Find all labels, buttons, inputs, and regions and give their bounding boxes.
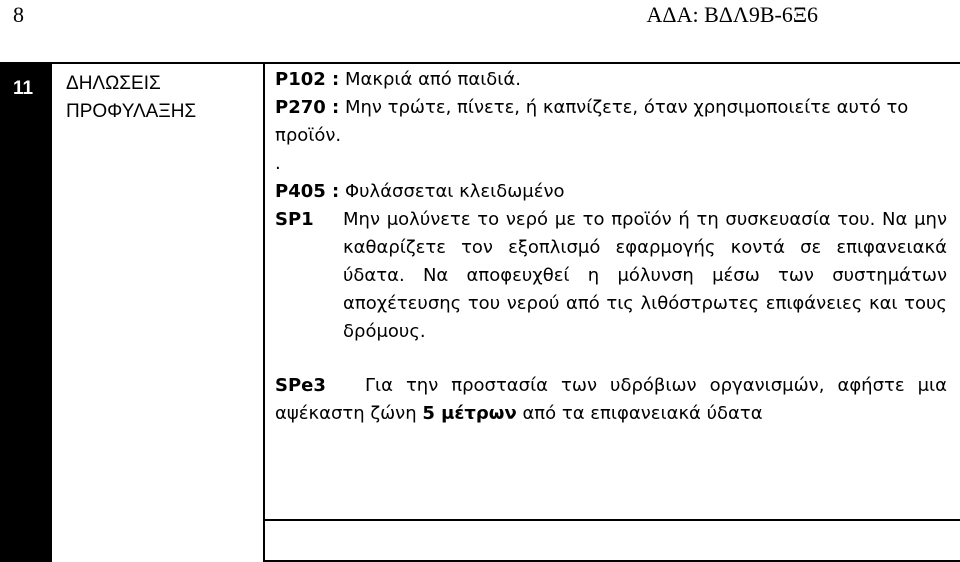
- statement-code: P405 :: [275, 181, 340, 202]
- page-number: 8: [13, 2, 24, 27]
- column-divider: [263, 62, 265, 562]
- separator-dot: .: [275, 153, 281, 174]
- statement-text: Μην μολύνετε το νερό με το προϊόν ή τη συσκευασία του. Να μην καθαρίζετε τον εξοπλισμό εφαρμογής κοντά σε επιφανειακά ύδατα. Να αποφευχθεί η μόλυνση μέσω των συστημάτων αποχέτευσης του νερού από τις λιθόστρωτες επιφάνειες και τους δρόμους.: [343, 209, 947, 342]
- precaution-statements: [275, 66, 947, 428]
- statement-code: P102 :: [275, 69, 340, 90]
- buffer-zone-distance: 5 μέτρων: [422, 403, 517, 424]
- statement-p405: [275, 178, 947, 206]
- section-number-cell: [0, 62, 52, 562]
- statement-text: Για την προστασία των υδρόβιων οργανισμών, αφήστε μια αψέκαστη ζώνη: [275, 375, 947, 424]
- table-top-border: [0, 62, 960, 64]
- statement-code: P270 :: [275, 97, 340, 118]
- section-title-line2: ΠΡΟΦΥΛΑΞΗΣ: [66, 101, 197, 122]
- statement-text: Μην τρώτε, πίνετε, ή καπνίζετε, όταν χρησιμοποιείτε αυτό το προϊόν.: [275, 97, 909, 146]
- statement-spe3: [275, 372, 947, 428]
- statement-text: Φυλάσσεται κλειδωμένο: [339, 181, 565, 202]
- ada-code: ΑΔΑ: ΒΔΛ9Β-6Ξ6: [646, 2, 818, 27]
- statement-text-end: από τα επιφανειακά ύδατα: [516, 403, 763, 424]
- statement-code: SPe3: [275, 375, 326, 396]
- section-title-line1: ΔΗΛΩΣΕΙΣ: [66, 73, 161, 94]
- statement-p270: [275, 94, 947, 150]
- statement-p102: [275, 66, 947, 94]
- row-divider-1: [263, 519, 960, 521]
- section-title: [66, 70, 196, 126]
- statement-sp1: [275, 206, 947, 346]
- statement-text: Μακριά από παιδιά.: [339, 69, 521, 90]
- section-number: 11: [13, 78, 34, 99]
- statement-code: SP1: [275, 209, 314, 230]
